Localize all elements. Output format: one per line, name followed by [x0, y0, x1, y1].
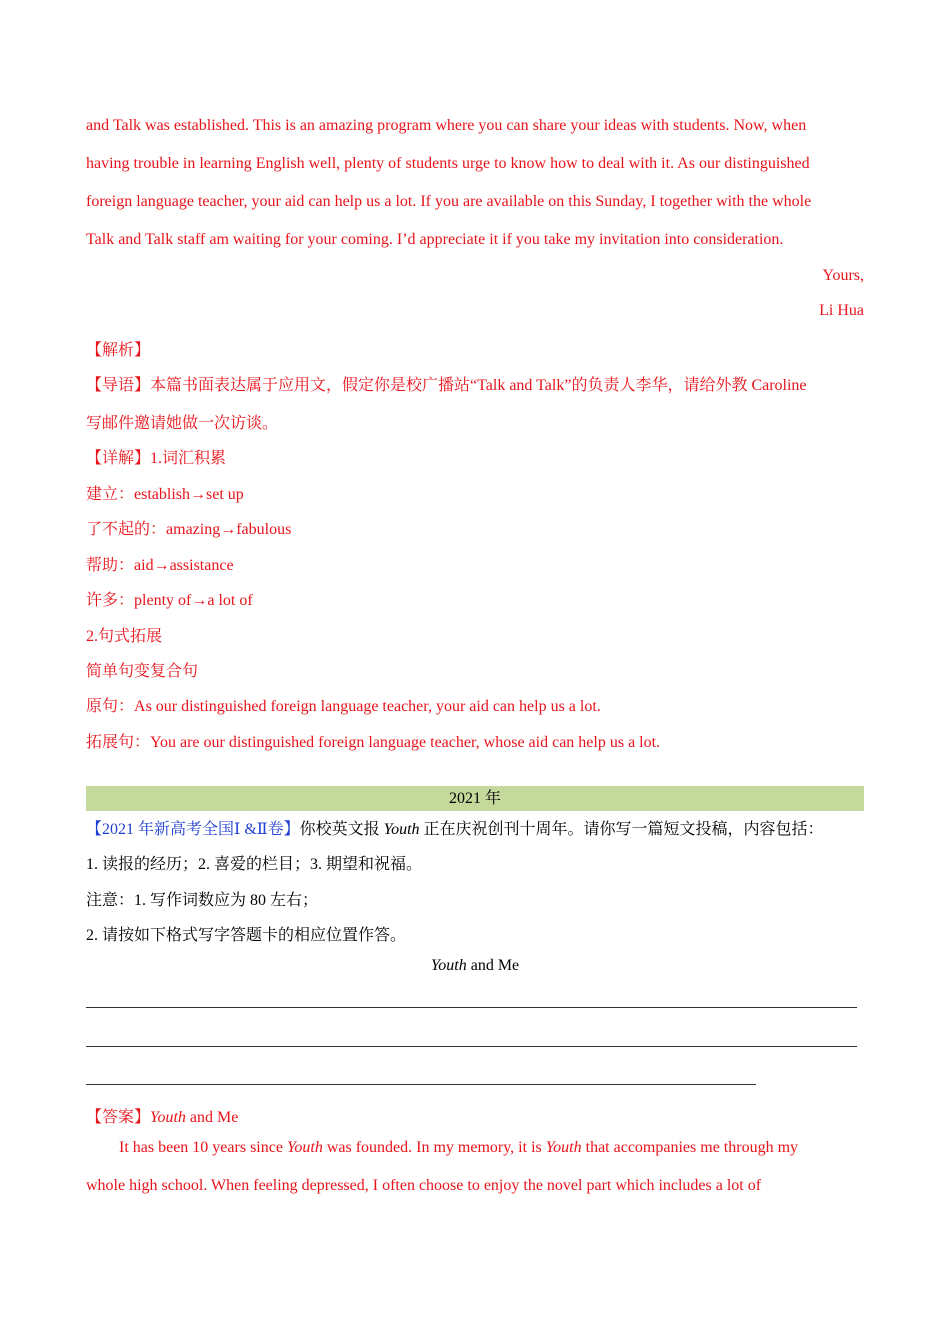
detail-line [86, 445, 226, 468]
answer-text: that accompanies me through my [581, 1139, 799, 1156]
answer-paragraph-line-1 [119, 1139, 798, 1157]
letter-signature: Li Hua [819, 302, 864, 319]
question-note-1: 注意：1. 写作词数应为 80 左右； [86, 892, 319, 909]
expanded-text: You are our distinguished foreign language teacher, whose aid can help us a lot. [150, 734, 661, 751]
guide-line-2: 写邮件邀请她做一次访谈。 [86, 415, 279, 432]
guide-text: 本篇书面表达属于应用文，假定你是校广播站“Talk and Talk”的负责人李华，请给外教 Caroline [150, 377, 807, 394]
answer-line [86, 1007, 857, 1008]
analysis-heading: 【解析】 [86, 342, 151, 359]
guide-tag: 【导语】 [86, 377, 151, 394]
vocab-item [86, 516, 291, 539]
arrow-icon: → [153, 557, 170, 574]
vocab-en: aid [134, 557, 154, 574]
original-text: As our distinguished foreign language teacher, your aid can help us a lot. [134, 698, 601, 715]
sentence-section-title: 2.句式拓展 [86, 628, 163, 645]
answer-italic: Youth [545, 1139, 582, 1156]
vocab-cn: 帮助： [86, 557, 135, 574]
letter-line-1: and Talk was established. This is an amazing program where you can share your ideas with students. Now, when [86, 117, 807, 134]
letter-line-3: foreign language teacher, your aid can help us a lot. If you are available on this Sunday, I together with the whole [86, 193, 812, 210]
vocab-en: establish [134, 486, 191, 503]
vocab-en: amazing [166, 521, 221, 538]
vocab-alt: assistance [169, 557, 234, 574]
letter-closing: Yours, [822, 267, 864, 284]
arrow-icon: → [190, 486, 207, 503]
essay-title [86, 957, 864, 975]
answer-line [86, 1046, 857, 1047]
original-sentence [86, 693, 601, 716]
sentence-type: 简单句变复合句 [86, 663, 199, 680]
vocab-en: plenty of [134, 592, 192, 609]
year-band: 2021 年 [86, 786, 864, 811]
answer-paragraph-line-2: whole high school. When feeling depressed, I often choose to enjoy the novel part which includes a lot of [86, 1177, 762, 1194]
prompt-text: 正在庆祝创刊十周年。请你写一篇短文投稿，内容包括： [419, 821, 824, 838]
vocab-item [86, 587, 253, 610]
vocab-cn: 许多： [86, 592, 135, 609]
expanded-sentence [86, 729, 660, 752]
letter-line-2: having trouble in learning English well, plenty of students urge to know how to deal with it. As our distinguished [86, 155, 810, 172]
vocab-cn: 了不起的： [86, 521, 167, 538]
original-label: 原句： [86, 698, 135, 715]
vocab-item [86, 481, 244, 504]
answer-tag: 【答案】 [86, 1109, 151, 1126]
answer-heading [86, 1104, 238, 1127]
vocab-item [86, 552, 234, 575]
essay-title-rest: and Me [466, 957, 520, 974]
arrow-icon: → [220, 521, 237, 538]
vocab-cn: 建立： [86, 486, 135, 503]
arrow-icon: → [191, 592, 208, 609]
vocab-alt: set up [206, 486, 244, 503]
vocab-alt: a lot of [207, 592, 253, 609]
paper-name: Youth [383, 821, 420, 838]
question-prompt [86, 816, 824, 839]
answer-italic: Youth [286, 1139, 323, 1156]
answer-title-rest: and Me [185, 1109, 239, 1126]
answer-text: It has been 10 years since [119, 1139, 287, 1156]
question-note-2: 2. 请按如下格式写字答题卡的相应位置作答。 [86, 927, 407, 944]
expanded-label: 拓展句： [86, 734, 151, 751]
question-source: 【2021 年新高考全国Ⅰ &Ⅱ卷】 [86, 821, 300, 838]
answer-line [86, 1084, 756, 1085]
guide-line-1 [86, 372, 807, 395]
prompt-text: 你校英文报 [299, 821, 384, 838]
detail-title: 1.词汇积累 [150, 450, 227, 467]
question-points: 1. 读报的经历；2. 喜爱的栏目；3. 期望和祝福。 [86, 856, 423, 873]
vocab-alt: fabulous [236, 521, 292, 538]
essay-title-italic: Youth [430, 957, 467, 974]
answer-title-italic: Youth [150, 1109, 186, 1126]
answer-text: was founded. In my memory, it is [322, 1139, 546, 1156]
detail-tag: 【详解】 [86, 450, 151, 467]
letter-line-4: Talk and Talk staff am waiting for your coming. I’d appreciate it if you take my invitation into consideration. [86, 231, 784, 248]
